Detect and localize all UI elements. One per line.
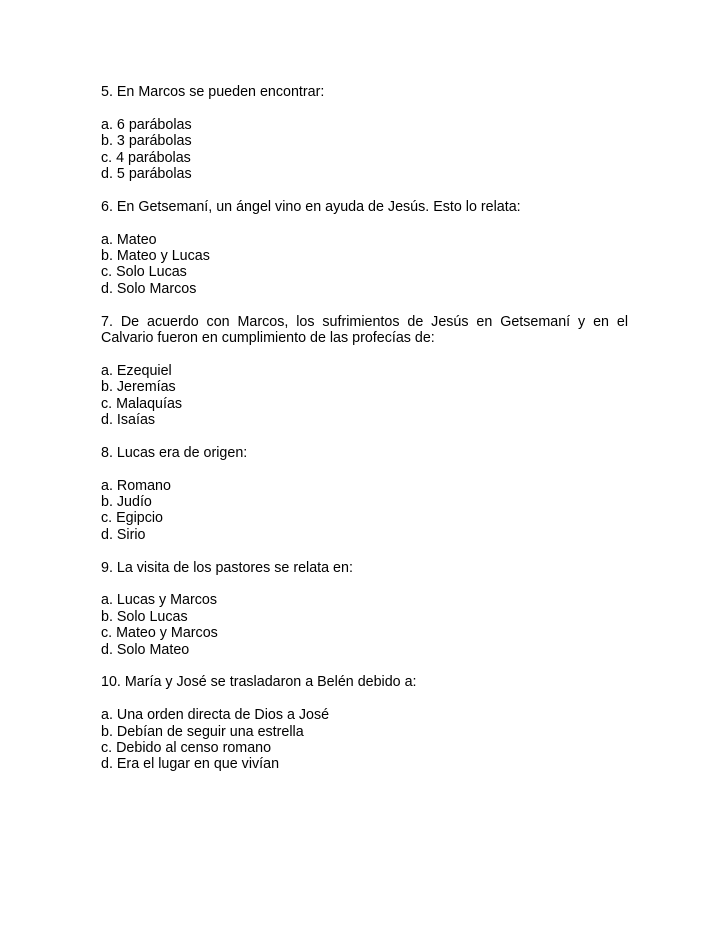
option-d: d. Sirio xyxy=(101,526,146,543)
option-a: a. Ezequiel xyxy=(101,362,172,379)
options-list xyxy=(101,478,628,544)
question-10 xyxy=(101,674,628,772)
option-d: d. Isaías xyxy=(101,412,156,429)
options-list xyxy=(101,707,628,773)
option-b: b. Judío xyxy=(101,494,152,511)
question-text: 10. María y José se trasladaron a Belén debido a: xyxy=(101,674,417,691)
question-text: 5. En Marcos se pueden encontrar: xyxy=(101,84,325,100)
option-c: c. Debido al censo romano xyxy=(101,740,272,757)
question-text: 7. De acuerdo con Marcos, los sufrimientos de Jesús en Getsemaní y en el Calvario fueron en cumplimiento de las profecías de: xyxy=(101,313,628,347)
option-d: d. Era el lugar en que vivían xyxy=(101,756,280,773)
option-b: b. 3 parábolas xyxy=(101,133,192,150)
option-b: b. Mateo y Lucas xyxy=(101,248,210,265)
options-list xyxy=(101,117,628,183)
option-c: c. 4 parábolas xyxy=(101,149,191,166)
question-text: 6. En Getsemaní, un ángel vino en ayuda de Jesús. Esto lo relata: xyxy=(101,198,521,215)
question-8 xyxy=(101,445,628,543)
quiz-content xyxy=(101,84,628,773)
option-a: a. 6 parábolas xyxy=(101,116,192,133)
option-c: c. Solo Lucas xyxy=(101,264,187,281)
options-list xyxy=(101,363,628,429)
option-c: c. Egipcio xyxy=(101,510,163,527)
options-list xyxy=(101,232,628,298)
question-7 xyxy=(101,314,628,429)
options-list xyxy=(101,592,628,658)
option-b: b. Debían de seguir una estrella xyxy=(101,723,304,740)
option-a: a. Romano xyxy=(101,477,171,494)
question-9 xyxy=(101,560,628,658)
question-5 xyxy=(101,84,628,182)
option-d: d. Solo Marcos xyxy=(101,280,197,297)
question-text: 8. Lucas era de origen: xyxy=(101,444,248,461)
option-b: b. Solo Lucas xyxy=(101,608,188,625)
question-text: 9. La visita de los pastores se relata en: xyxy=(101,559,353,576)
option-c: c. Malaquías xyxy=(101,395,183,412)
option-b: b. Jeremías xyxy=(101,379,176,396)
option-d: d. 5 parábolas xyxy=(101,166,192,183)
option-d: d. Solo Mateo xyxy=(101,641,190,658)
option-a: a. Una orden directa de Dios a José xyxy=(101,707,330,724)
option-c: c. Mateo y Marcos xyxy=(101,625,218,642)
option-a: a. Mateo xyxy=(101,231,157,248)
option-a: a. Lucas y Marcos xyxy=(101,592,218,609)
question-6 xyxy=(101,199,628,297)
